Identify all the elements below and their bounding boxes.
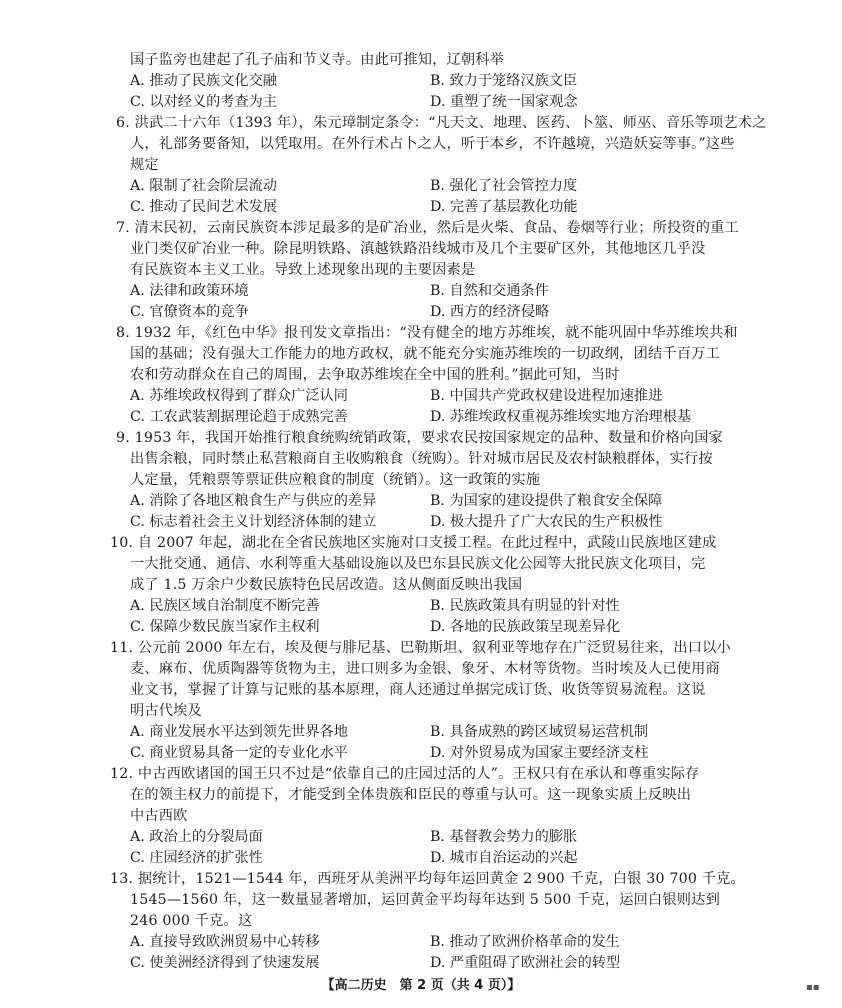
q7-option-b: B. 自然和交通条件 <box>430 283 549 299</box>
page-footer: 【高二历史 第 2 页（共 4 页）】 <box>321 978 521 993</box>
q10-option-b: B. 民族政策具有明显的针对性 <box>430 598 620 614</box>
q9-stem-line: 出售余粮，同时禁止私营粮商自主收购粮食（统购）。针对城市居民及农村缺粮群体，实行按 <box>130 451 713 467</box>
q11-stem-line: 明古代埃及 <box>130 703 202 719</box>
q12-option-c: C. 庄园经济的扩张性 <box>130 850 263 866</box>
q6-option-b: B. 强化了社会管控力度 <box>430 178 578 194</box>
q8-stem-line: 国的基础；没有强大工作能力的地方政权，就不能充分实施苏维埃的一切政纲，团结千百万工 <box>130 346 720 362</box>
q6-stem-line: 6. 洪武二十六年（1393 年），朱元璋制定条令：“凡天文、地理、医药、卜筮、师巫、音乐等项艺术之 <box>116 115 767 131</box>
q7-option-d: D. 西方的经济侵略 <box>430 304 550 320</box>
q13-option-d: D. 严重阻碍了欧洲社会的转型 <box>430 955 621 971</box>
q12-stem-line: 中古西欧 <box>130 808 188 824</box>
q12-option-b: B. 基督教会势力的膨胀 <box>430 829 578 845</box>
q12-option-a: A. 政治上的分裂局面 <box>130 829 263 845</box>
q10-option-d: D. 各地的民族政策呈现差异化 <box>430 619 621 635</box>
q5-option-c: C. 以对经义的考查为主 <box>130 94 278 110</box>
q13-option-a: A. 直接导致欧洲贸易中心转移 <box>130 934 320 950</box>
q8-option-c: C. 工农武装割据理论趋于成熟完善 <box>130 409 348 425</box>
q13-option-c: C. 使美洲经济得到了快速发展 <box>130 955 320 971</box>
q9-option-b: B. 为国家的建设提供了粮食安全保障 <box>430 493 663 509</box>
q8-stem-line: 农和劳动群众在自己的周围，去争取苏维埃在全中国的胜利。”据此可知，当时 <box>130 367 620 383</box>
q11-option-a: A. 商业发展水平达到领先世界各地 <box>130 724 348 740</box>
q11-option-b: B. 具备成熟的跨区域贸易运营机制 <box>430 724 649 740</box>
q6-option-a: A. 限制了社会阶层流动 <box>130 178 277 194</box>
q10-option-c: C. 保障少数民族当家作主权利 <box>130 619 320 635</box>
q13-option-b: B. 推动了欧洲价格革命的发生 <box>430 934 620 950</box>
q12-stem-line: 在的领主权力的前提下，才能受到全体贵族和臣民的尊重与认可。这一现象实质上反映出 <box>130 787 692 803</box>
q8-option-b: B. 中国共产党政权建设进程加速推进 <box>430 388 663 404</box>
q9-stem-line: 9. 1953 年，我国开始推行粮食统购统销政策，要求农民按国家规定的品种、数量和价格向国家 <box>116 430 723 446</box>
q6-stem-line: 规定 <box>130 157 159 173</box>
q7-option-a: A. 法律和政策环境 <box>130 283 249 299</box>
q9-option-d: D. 极大提升了广大农民的生产积极性 <box>430 514 663 530</box>
q11-stem-line: 麦、麻布、优质陶器等货物为主，进口则多为金银、象牙、木材等货物。当时埃及人已使用商 <box>130 661 720 677</box>
q10-stem-line: 一大批交通、通信、水利等重大基础设施以及巴东县民族文化公园等大批民族文化项目，完 <box>130 556 706 572</box>
q9-option-a: A. 消除了各地区粮食生产与供应的差异 <box>130 493 377 509</box>
q10-option-a: A. 民族区域自治制度不断完善 <box>130 598 320 614</box>
q13-stem-line: 1545—1560 年，这一数量显著增加，运回黄金平均每年达到 5 500 千克，运回白银则达到 <box>130 892 720 908</box>
q8-option-d: D. 苏维埃政权重视苏维埃实地方治理根基 <box>430 409 692 425</box>
q12-stem-line: 12. 中古西欧诸国的国王只不过是“依靠自己的庄园过活的人”。王权只有在承认和尊重实际存 <box>110 766 700 782</box>
q8-stem-line: 8. 1932 年，《红色中华》报刊发文章指出：“没有健全的地方苏维埃，就不能巩固中华苏维埃共和 <box>116 325 738 341</box>
q5-option-b: B. 致力于笼络汉族文臣 <box>430 73 578 89</box>
q11-option-c: C. 商业贸易具备一定的专业化水平 <box>130 745 348 761</box>
q11-option-d: D. 对外贸易成为国家主要经济支柱 <box>430 745 649 761</box>
q13-stem-line: 246 000 千克。这 <box>130 913 253 929</box>
q7-stem-line: 有民族资本主义工业。导致上述现象出现的主要因素是 <box>130 262 476 278</box>
q6-stem-line: 人，礼部务要备知，以凭取用。在外行术占卜之人，听于本乡，不许越境，兴造妖妄等事。”这些 <box>130 136 735 152</box>
q9-stem-line: 人定量，凭粮票等票证供应粮食的制度（统销）。这一政策的实施 <box>130 472 541 488</box>
q10-stem-line: 成了 1.5 万余户少数民族特色民居改造。这从侧面反映出我国 <box>130 577 523 593</box>
q10-stem-line: 10. 自 2007 年起，湖北在全省民族地区实施对口支援工程。在此过程中，武陵山民族地区建成 <box>110 535 717 551</box>
q7-stem-line: 业门类仅矿冶业一种。除昆明铁路、滇越铁路沿线城市及几个主要矿区外，其他地区几乎没 <box>130 241 706 257</box>
q11-stem-line: 业文书，掌握了计算与记账的基本原理，商人还通过单据完成订货、收货等贸易流程。这说 <box>130 682 706 698</box>
q11-stem-line: 11. 公元前 2000 年左右，埃及便与腓尼基、巴勒斯坦、叙利亚等地存在广泛贸易往来，出口以小 <box>110 640 731 656</box>
q6-option-d: D. 完善了基层教化功能 <box>430 199 578 215</box>
q7-stem-line: 7. 清末民初，云南民族资本涉足最多的是矿冶业，然后是火柴、食品、卷烟等行业；所投资的重工 <box>116 220 739 236</box>
q13-stem-line: 13. 据统计，1521—1544 年，西班牙从美洲平均每年运回黄金 2 900 千克，白银 30 700 千克。 <box>110 871 745 887</box>
q9-option-c: C. 标志着社会主义计划经济体制的建立 <box>130 514 377 530</box>
q8-option-a: A. 苏维埃政权得到了群众广泛认同 <box>130 388 348 404</box>
q5-option-a: A. 推动了民族文化交融 <box>130 73 277 89</box>
q7-option-c: C. 官僚资本的竞争 <box>130 304 249 320</box>
scan-mark: ▪▪ <box>806 982 820 993</box>
q12-option-d: D. 城市自治运动的兴起 <box>430 850 578 866</box>
q6-option-c: C. 推动了民间艺术发展 <box>130 199 278 215</box>
q5-stem-line: 国子监旁也建起了孔子庙和节义寺。由此可推知，辽朝科举 <box>130 52 505 68</box>
q5-option-d: D. 重塑了统一国家观念 <box>430 94 578 110</box>
